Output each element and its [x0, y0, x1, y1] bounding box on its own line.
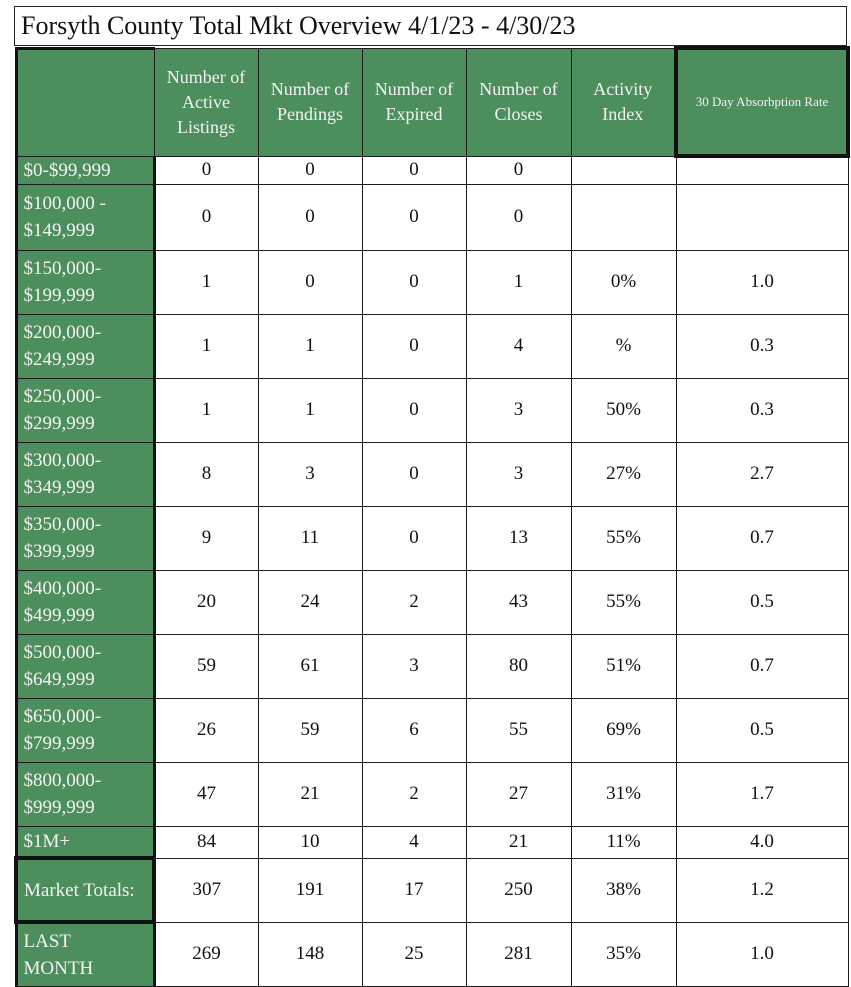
header-line: Number of: [374, 79, 454, 99]
header-line: Activity: [593, 79, 653, 99]
table-row: [16, 634, 848, 698]
closes-cell: 1: [466, 250, 571, 314]
active-listings-cell: 9: [154, 506, 258, 570]
activity-index-cell: [571, 156, 676, 184]
absorption-rate-cell: 1.7: [676, 762, 848, 826]
expired-cell: 3: [362, 634, 466, 698]
row-label: [16, 378, 154, 442]
row-label-line: $400,000-: [23, 578, 102, 599]
closes-cell: 281: [466, 922, 571, 986]
row-label-line: $349,999: [23, 477, 95, 498]
activity-index-cell: %: [571, 314, 676, 378]
row-label-line: MONTH: [23, 957, 94, 979]
activity-index-cell: 51%: [571, 634, 676, 698]
row-label: [16, 922, 154, 986]
pendings-cell: 191: [258, 858, 362, 922]
absorption-rate-cell: 1.0: [676, 250, 848, 314]
pendings-cell: 0: [258, 184, 362, 250]
row-label: [16, 634, 154, 698]
absorption-rate-cell: 0.5: [676, 570, 848, 634]
header-expired: [362, 48, 466, 156]
closes-cell: 55: [466, 698, 571, 762]
row-label-line: $300,000-: [23, 450, 102, 471]
table-row: [16, 314, 848, 378]
activity-index-cell: 0%: [571, 250, 676, 314]
header-line: Number of: [270, 79, 350, 99]
row-label-line: $499,999: [23, 605, 95, 626]
active-listings-cell: 20: [154, 570, 258, 634]
header-line: Closes: [494, 104, 543, 124]
expired-cell: 6: [362, 698, 466, 762]
row-label: [16, 314, 154, 378]
pendings-cell: 21: [258, 762, 362, 826]
row-label: [16, 570, 154, 634]
pendings-cell: 59: [258, 698, 362, 762]
activity-index-cell: 38%: [571, 858, 676, 922]
table-row: [16, 506, 848, 570]
expired-cell: 0: [362, 442, 466, 506]
row-label-line: $399,999: [23, 541, 95, 562]
row-label-line: $650,000-: [23, 706, 102, 727]
expired-cell: 0: [362, 506, 466, 570]
active-listings-cell: 307: [154, 858, 258, 922]
header-line: Listings: [176, 116, 235, 137]
header-line: Active: [182, 91, 230, 112]
activity-index-cell: 55%: [571, 506, 676, 570]
active-listings-cell: 84: [154, 826, 258, 858]
active-listings-cell: 26: [154, 698, 258, 762]
pendings-cell: 3: [258, 442, 362, 506]
last-month-row: [16, 922, 848, 986]
absorption-rate-cell: 0.3: [676, 378, 848, 442]
table-row: [16, 156, 848, 184]
pendings-cell: 0: [258, 156, 362, 184]
activity-index-cell: 11%: [571, 826, 676, 858]
header-line: Expired: [385, 104, 443, 124]
absorption-rate-cell: 0.5: [676, 698, 848, 762]
row-label-line: $100,000 -: [23, 193, 106, 214]
expired-cell: 0: [362, 314, 466, 378]
header-line: Index: [602, 104, 644, 124]
absorption-rate-cell: 0.7: [676, 506, 848, 570]
expired-cell: 0: [362, 156, 466, 184]
expired-cell: 2: [362, 570, 466, 634]
closes-cell: 80: [466, 634, 571, 698]
header-active-listings: [154, 48, 258, 156]
table-row: [16, 826, 848, 858]
expired-cell: 0: [362, 378, 466, 442]
closes-cell: 13: [466, 506, 571, 570]
pendings-cell: 1: [258, 378, 362, 442]
activity-index-cell: [571, 184, 676, 250]
row-label-line: $500,000-: [23, 642, 102, 663]
table-row: [16, 762, 848, 826]
closes-cell: 21: [466, 826, 571, 858]
market-overview-table: [14, 46, 850, 987]
row-label-line: $199,999: [23, 285, 95, 306]
closes-cell: 4: [466, 314, 571, 378]
expired-cell: 25: [362, 922, 466, 986]
row-label-line: $149,999: [23, 220, 95, 241]
pendings-cell: 24: [258, 570, 362, 634]
table-row: [16, 698, 848, 762]
table-row: [16, 442, 848, 506]
closes-cell: 0: [466, 156, 571, 184]
row-label: [16, 698, 154, 762]
active-listings-cell: 0: [154, 184, 258, 250]
pendings-cell: 1: [258, 314, 362, 378]
table-row: [16, 570, 848, 634]
header-pendings: [258, 48, 362, 156]
active-listings-cell: 269: [154, 922, 258, 986]
table-row: [16, 250, 848, 314]
closes-cell: 27: [466, 762, 571, 826]
page-title: Forsyth County Total Mkt Overview 4/1/23 - 4/30/23: [14, 6, 847, 46]
row-label-line: $200,000-: [23, 322, 102, 343]
row-label-line: $1M+: [23, 830, 71, 852]
row-label-line: $799,999: [23, 733, 95, 754]
row-label-line: $999,999: [23, 797, 95, 818]
row-label: [16, 858, 154, 922]
table-row: [16, 378, 848, 442]
header-closes: [466, 48, 571, 156]
active-listings-cell: 1: [154, 378, 258, 442]
row-label-line: $299,999: [23, 413, 95, 434]
activity-index-cell: 35%: [571, 922, 676, 986]
table-row: [16, 184, 848, 250]
activity-index-cell: 31%: [571, 762, 676, 826]
row-label: [16, 826, 154, 858]
pendings-cell: 148: [258, 922, 362, 986]
row-label-line: $150,000-: [23, 258, 102, 279]
activity-index-cell: 69%: [571, 698, 676, 762]
active-listings-cell: 0: [154, 156, 258, 184]
absorption-rate-cell: [676, 156, 848, 184]
row-label: [16, 156, 154, 184]
row-label-line: $800,000-: [23, 770, 102, 791]
row-label-line: $649,999: [23, 669, 95, 690]
header-absorption-rate: 30 Day Absorbption Rate: [676, 48, 848, 156]
expired-cell: 17: [362, 858, 466, 922]
row-label: [16, 442, 154, 506]
activity-index-cell: 55%: [571, 570, 676, 634]
pendings-cell: 11: [258, 506, 362, 570]
active-listings-cell: 59: [154, 634, 258, 698]
pendings-cell: 0: [258, 250, 362, 314]
expired-cell: 4: [362, 826, 466, 858]
activity-index-cell: 27%: [571, 442, 676, 506]
row-label-line: Market Totals:: [24, 879, 135, 901]
header-line: Pendings: [276, 104, 343, 124]
row-label-line: $250,000-: [23, 386, 102, 407]
pendings-cell: 61: [258, 634, 362, 698]
row-label: [16, 506, 154, 570]
closes-cell: 43: [466, 570, 571, 634]
absorption-rate-cell: 1.2: [676, 858, 848, 922]
row-label-line: LAST: [23, 930, 71, 952]
header-line: Number of: [479, 79, 558, 99]
row-label-line: $249,999: [23, 349, 95, 370]
absorption-rate-cell: 1.0: [676, 922, 848, 986]
absorption-rate-cell: 2.7: [676, 442, 848, 506]
row-label: [16, 762, 154, 826]
row-label: [16, 250, 154, 314]
absorption-rate-cell: 0.3: [676, 314, 848, 378]
pendings-cell: 10: [258, 826, 362, 858]
active-listings-cell: 1: [154, 314, 258, 378]
header-activity-index: [571, 48, 676, 156]
closes-cell: 3: [466, 378, 571, 442]
closes-cell: 3: [466, 442, 571, 506]
closes-cell: 0: [466, 184, 571, 250]
active-listings-cell: 47: [154, 762, 258, 826]
active-listings-cell: 8: [154, 442, 258, 506]
active-listings-cell: 1: [154, 250, 258, 314]
row-label-line: $350,000-: [23, 514, 102, 535]
row-label: [16, 184, 154, 250]
expired-cell: 2: [362, 762, 466, 826]
closes-cell: 250: [466, 858, 571, 922]
activity-index-cell: 50%: [571, 378, 676, 442]
absorption-rate-cell: [676, 184, 848, 250]
row-label-line: $0-$99,999: [23, 159, 111, 181]
market-totals-row: [16, 858, 848, 922]
absorption-rate-cell: 4.0: [676, 826, 848, 858]
header-corner-cell: [16, 48, 154, 156]
header-row: [16, 48, 848, 156]
expired-cell: 0: [362, 250, 466, 314]
absorption-rate-cell: 0.7: [676, 634, 848, 698]
expired-cell: 0: [362, 184, 466, 250]
header-line: Number of: [166, 66, 246, 87]
